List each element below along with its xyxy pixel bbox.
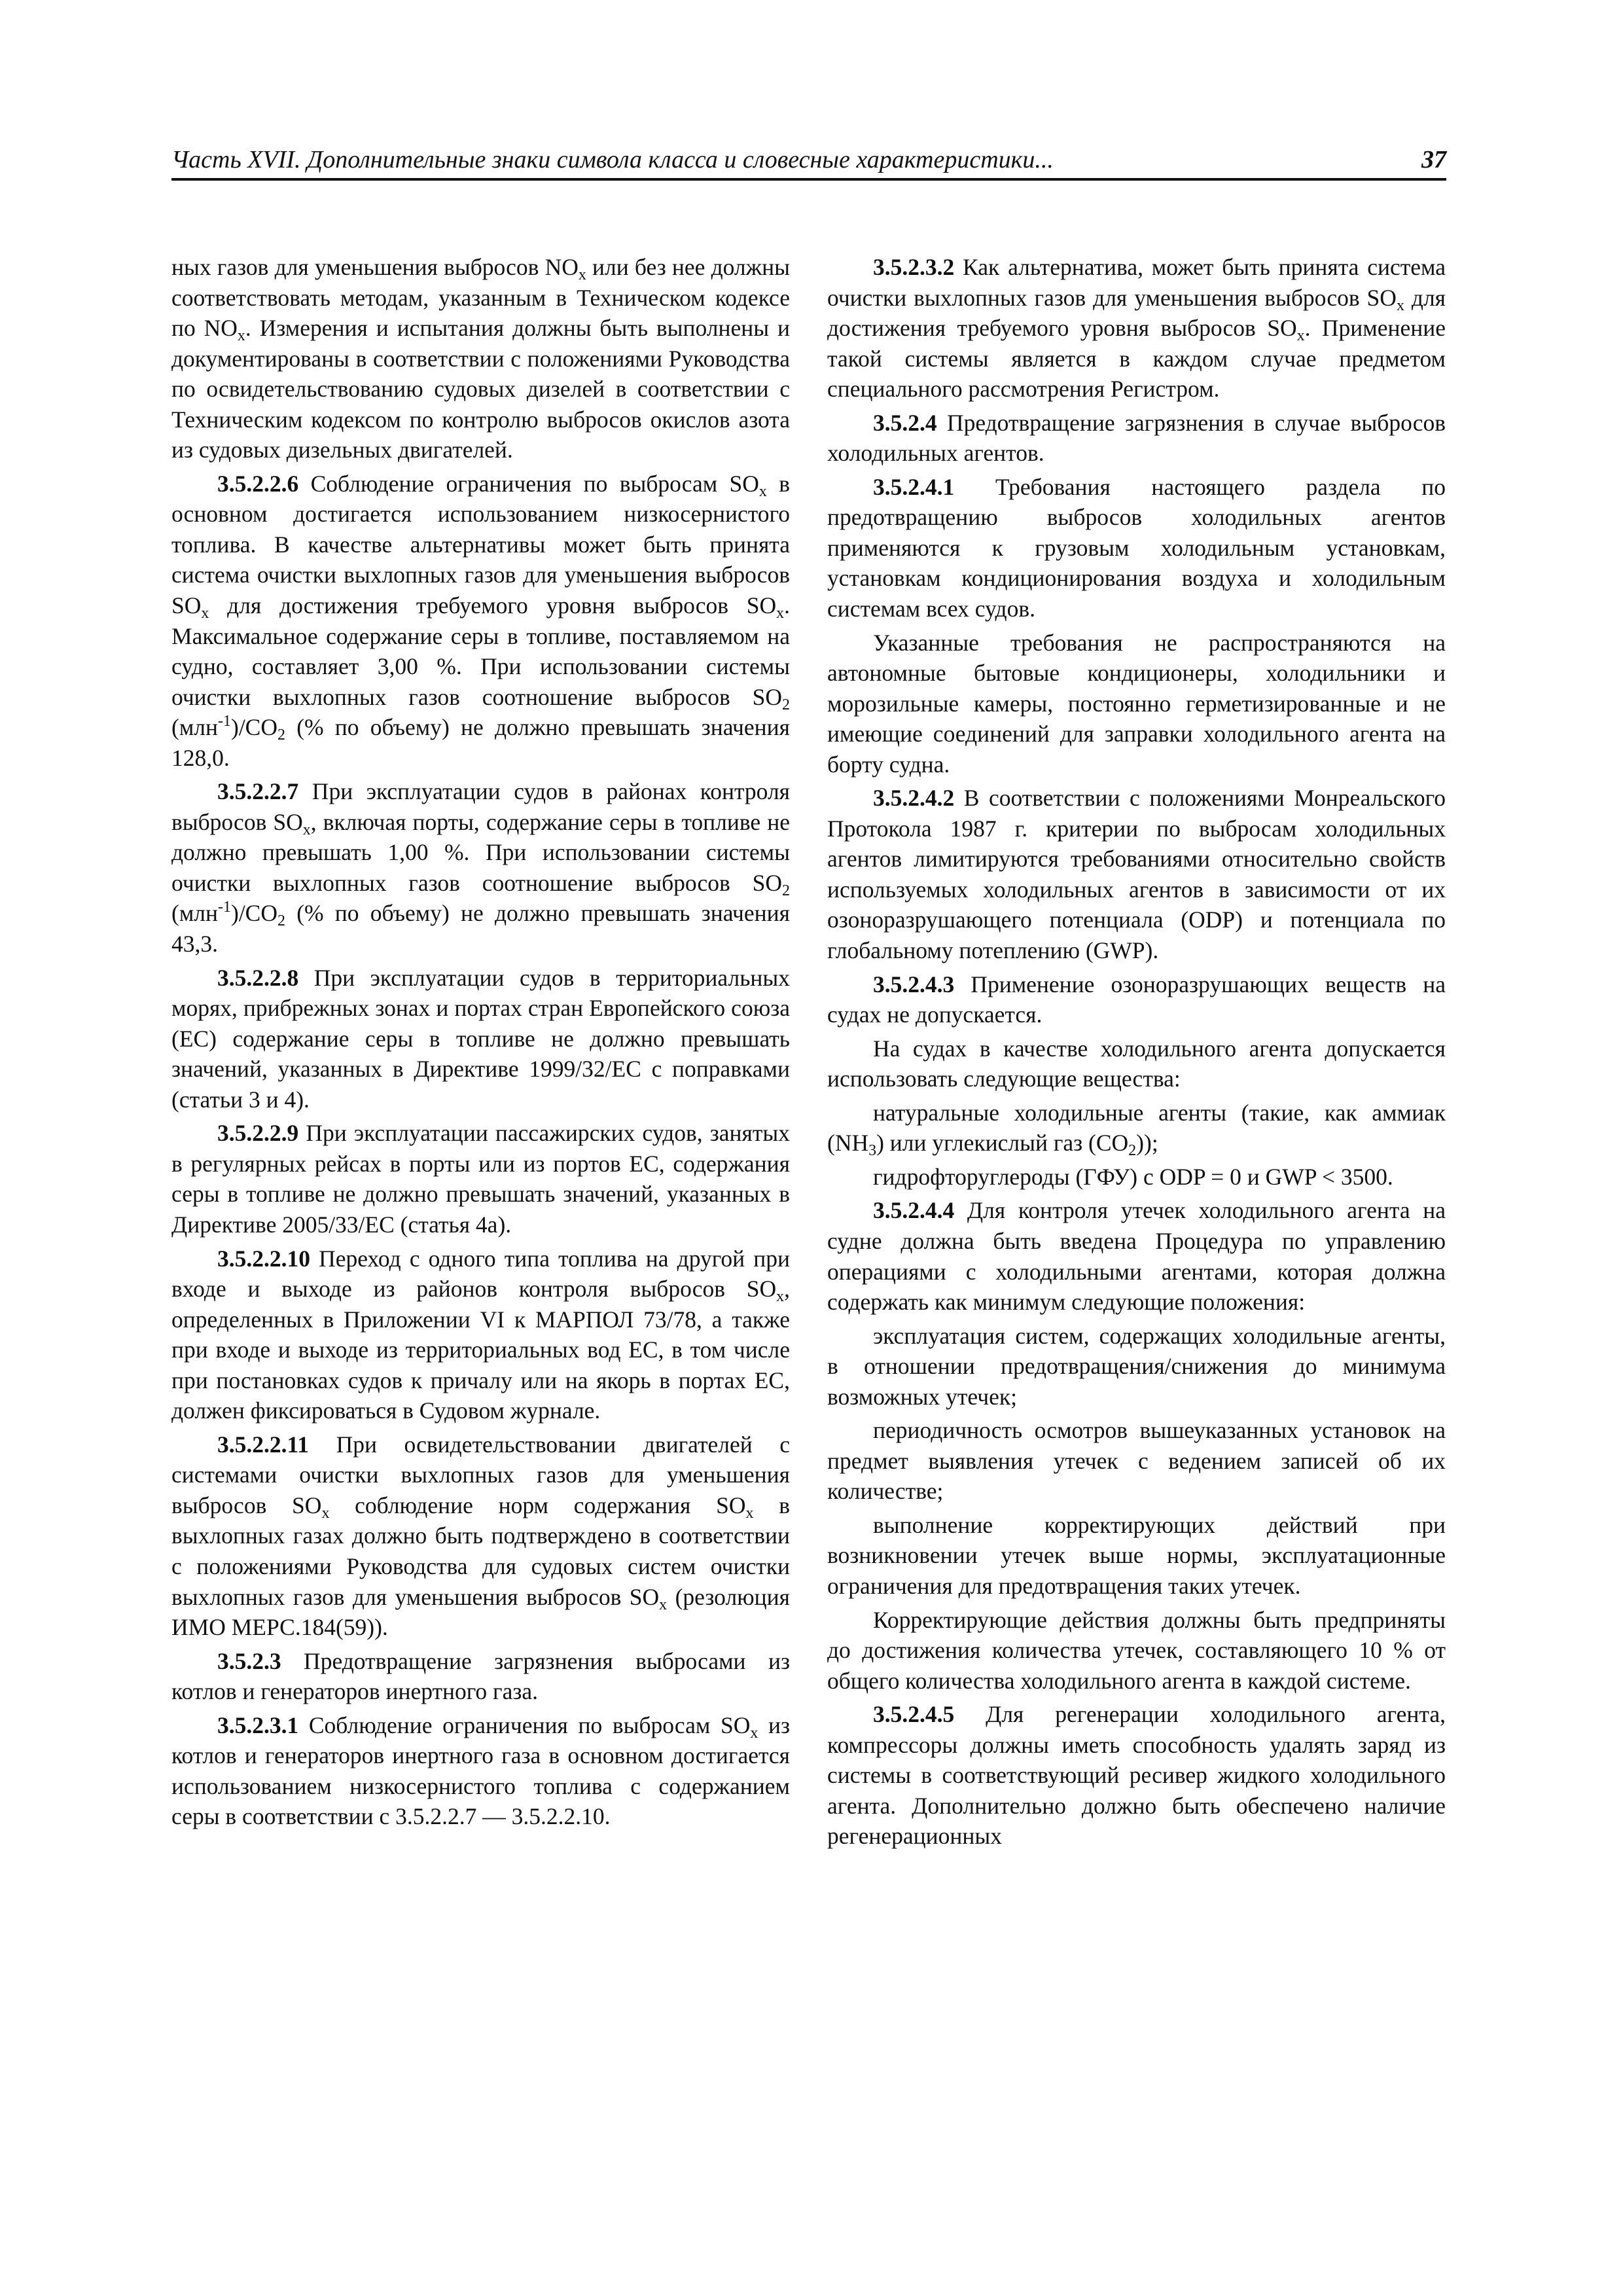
running-header [171, 145, 1446, 179]
paragraph: 3.5.2.4.4 Для контроля утечек холодильного агента на судне должна быть введена Процедура по управлению операциями с холодильными агентами, которая должна содержать как минимум следующие положения: [827, 1197, 1446, 1316]
paragraph: 3.5.2.4.1 Требования настоящего раздела по предотвращению выбросов холодильных агентов применяются к грузовым холодильным установкам, установкам кондиционирования воздуха и холодильным системам всех судов. [827, 473, 1446, 622]
paragraph: 3.5.2.4.5 Для регенерации холодильного агента, компрессоры должны иметь способность удалять заряд из системы в соответствующий ресивер жидкого холодильного агента. Дополнительно должно быть обеспечено наличие регенерационных [827, 1701, 1446, 1850]
paragraph: 3.5.2.4.2 В соответствии с положениями Монреальского Протокола 1987 г. критерии по выбросам холодильных агентов лимитируются требованиями относительно свойств используемых холодильных агентов в зависимости от их озоноразрушающего потенциала (ODP) и потенциала по глобальному потеплению (GWP). [827, 785, 1446, 964]
paragraph: 3.5.2.2.7 При эксплуатации судов в районах контроля выбросов $SO_x$, включая порты, содержание серы в топливе не должно превышать 1,00 %. При использовании системы очистки выхлопных газов соотношение выбросов $SO_2$ $(млн^{-1})/CO_2$ (% по объему) не должно превышать значения 43,3. [171, 778, 790, 958]
paragraph: 3.5.2.2.10 Переход с одного типа топлива на другой при входе и выходе из районов контроля выбросов $SO_x$, определенных в Приложении VI к МАРПОЛ 73/78, а также при входе и выходе из территориальных вод ЕС, в том числе при постановках судов к причалу или на якорь в портах ЕС, должен фиксироваться в Судовом журнале. [171, 1245, 790, 1424]
paragraph: ных газов для уменьшения выбросов $NO_x$ или без нее должны соответствовать методам, указанным в Техническом кодексе по $NO_x$. Измерения и испытания должны быть выполнены и документированы в соответствии с положениями Руководства по освидетельствованию судовых дизелей в соответствии с Техническим кодексом по контролю выбросов окислов азота из судовых дизельных двигателей. [171, 254, 791, 463]
header-rule [171, 178, 1446, 181]
paragraph: 3.5.2.2.8 При эксплуатации судов в территориальных морях, прибрежных зонах и портах стран Европейского союза (ЕС) содержание серы в топливе не должно превышать значений, указанных в Директиве 1999/32/ЕС с поправками (статьи 3 и 4). [171, 964, 790, 1113]
paragraph: 3.5.2.4.3 Применение озоноразрушающих веществ на судах не допускается. [827, 971, 1446, 1028]
paragraph: 3.5.2.2.6 Соблюдение ограничения по выбросам $SO_x$ в основном достигается использованием низкосернистого топлива. В качестве альтернативы может быть принята система очистки выхлопных газов для уменьшения выбросов $SO_x$ для достижения требуемого уровня выбросов $SO_x$. Максимальное содержание серы в топливе, поставляемом на судно, составляет 3,00 %. При использовании системы очистки выхлопных газов соотношение выбросов $SO_2$ $(млн^{-1})/CO_2$ (% по объему) не должно превышать значения 128,0. [171, 470, 790, 771]
paragraph: На судах в качестве холодильного агента допускается использовать следующие вещества: [827, 1035, 1446, 1092]
paragraph: Корректирующие действия должны быть предприняты до достижения количества утечек, составляющего 10 % от общего количества холодильного агента в каждой системе. [827, 1606, 1446, 1694]
paragraph: 3.5.2.3.2 Как альтернатива, может быть принята система очистки выхлопных газов для уменьшения выбросов $SO_x$ для достижения требуемого уровня выбросов $SO_x$. Применение такой системы является в каждом случае предметом специального рассмотрения Регистром. [827, 254, 1446, 403]
right-column [827, 252, 1446, 1855]
paragraph: 3.5.2.3.1 Соблюдение ограничения по выбросам $SO_x$ из котлов и генераторов инертного газа в основном достигается использованием низкосернистого топлива с содержанием серы в соответствии с 3.5.2.2.7 — 3.5.2.2.10. [171, 1712, 790, 1830]
paragraph: Указанные требования не распространяются на автономные бытовые кондиционеры, холодильники и морозильные камеры, постоянно герметизированные и не имеющие соединений для заправки холодильного агента на борту судна. [827, 629, 1446, 778]
page-number: 37 [1421, 146, 1446, 173]
paragraph: выполнение корректирующих действий при возникновении утечек выше нормы, эксплуатационные ограничения для предотвращения таких утечек. [827, 1511, 1446, 1599]
paragraph: гидрофторуглероды (ГФУ) с ODP = 0 и GWP < 3500. [873, 1163, 1393, 1190]
left-column [171, 252, 790, 1835]
header-title: Часть XVII. Дополнительные знаки символа класса и словесные характеристики... [171, 146, 1054, 173]
paragraph: периодичность осмотров вышеуказанных установок на предмет выявления утечек с ведением записей об их количестве; [827, 1417, 1446, 1505]
paragraph: 3.5.2.4 Предотвращение загрязнения в случае выбросов холодильных агентов. [827, 409, 1446, 467]
paragraph: 3.5.2.2.9 При эксплуатации пассажирских судов, занятых в регулярных рейсах в порты или из портов ЕС, содержания серы в топливе не должно превышать значений, указанных в Директиве 2005/33/ЕС (статья 4а). [171, 1120, 790, 1238]
paragraph: 3.5.2.3 Предотвращение загрязнения выбросами из котлов и генераторов инертного газа. [171, 1647, 790, 1705]
paragraph: эксплуатация систем, содержащих холодильные агенты, в отношении предотвращения/снижения до минимума возможных утечек; [827, 1322, 1446, 1410]
paragraph: 3.5.2.2.11 При освидетельствовании двигателей с системами очистки выхлопных газов для уменьшения выбросов $SO_x$ соблюдение норм содержания $SO_x$ в выхлопных газах должно быть подтверждено в соответствии с положениями Руководства для судовых систем очистки выхлопных газов для уменьшения выбросов $SO_x$ (резолюция ИМО МЕРС.184(59)). [171, 1431, 791, 1641]
paragraph: натуральные холодильные агенты (такие, как аммиак $(NH_3)$ или углекислый газ $(CO_2)$); [827, 1099, 1446, 1160]
